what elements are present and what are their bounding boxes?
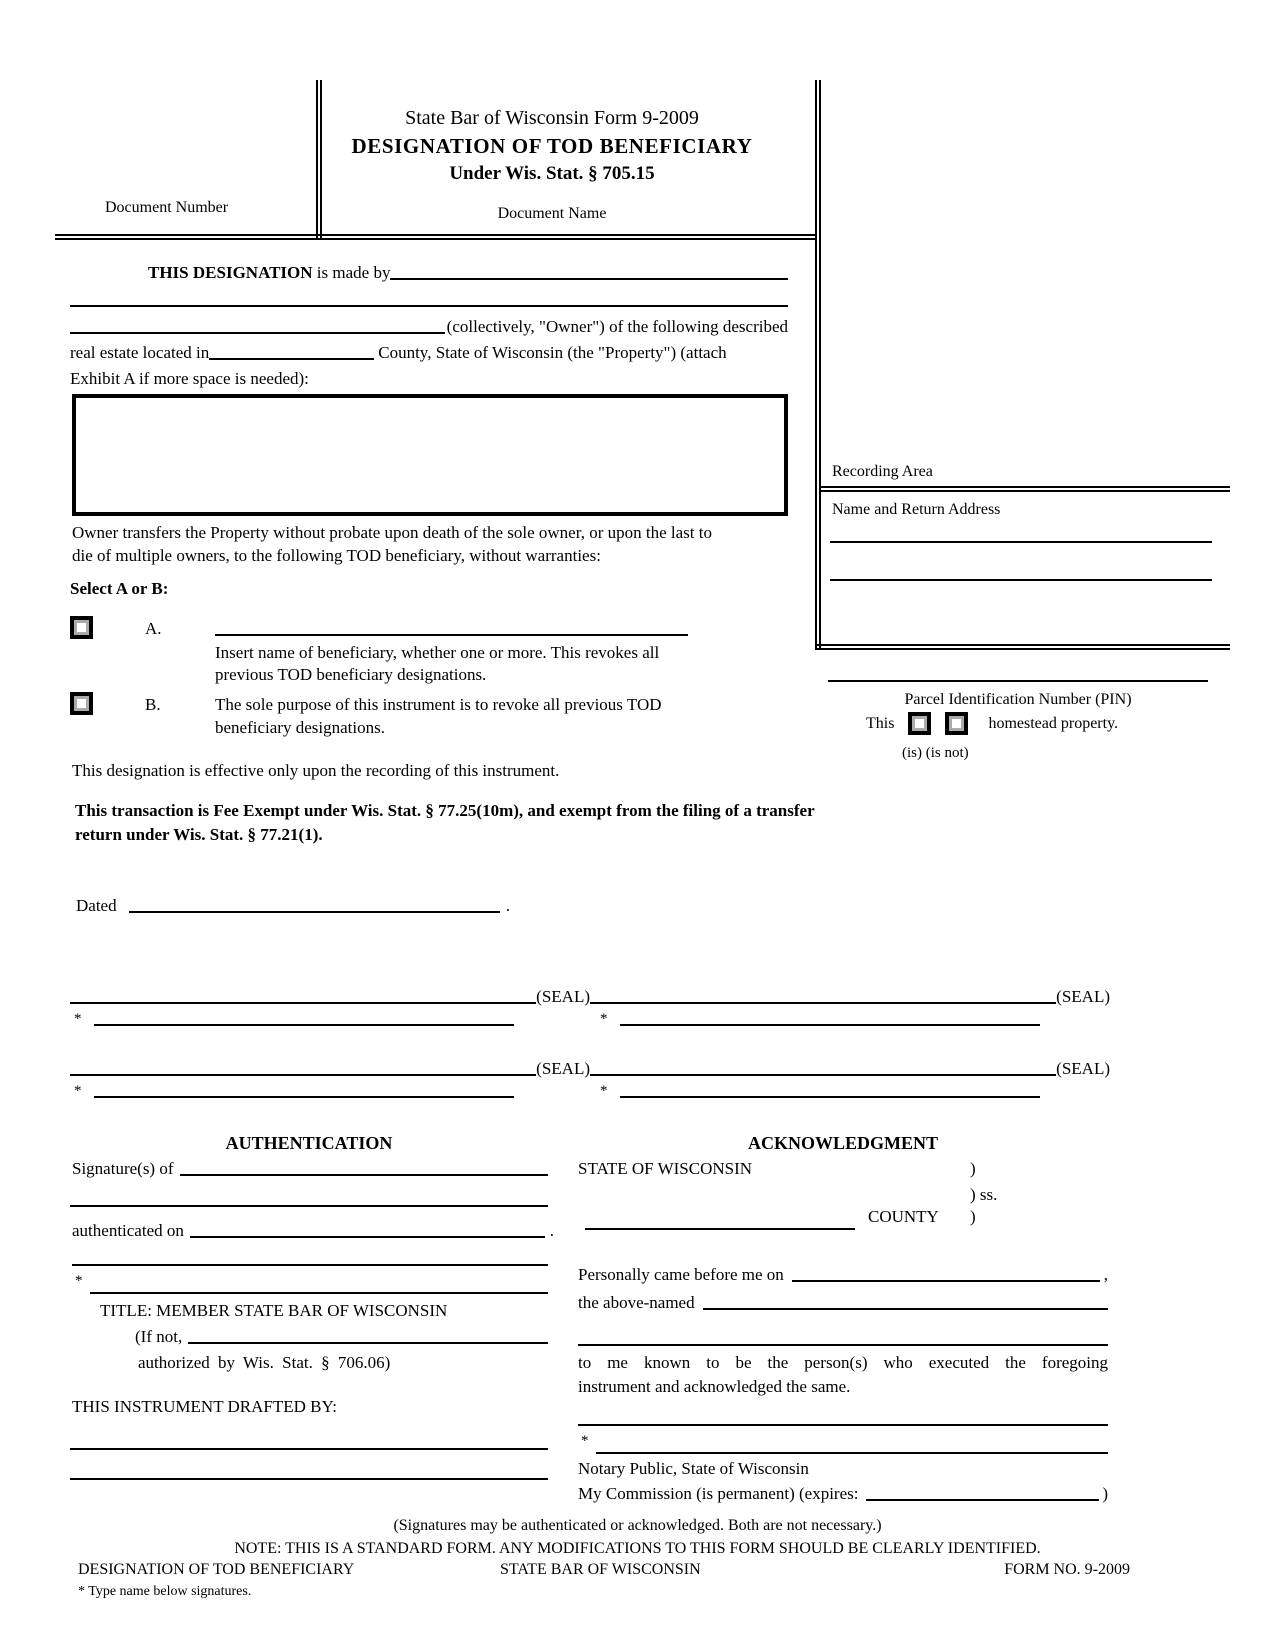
document-number-label: Document Number bbox=[105, 199, 229, 216]
notary-star: * bbox=[581, 1433, 589, 1449]
seal-label-1: (SEAL) bbox=[536, 987, 590, 1006]
header-rule bbox=[55, 234, 817, 240]
owner-name-input-3[interactable] bbox=[70, 332, 445, 334]
form-title-line3: Under Wis. Stat. § 705.15 bbox=[449, 163, 655, 185]
transfer-text-line1: Owner transfers the Property without probate upon death of the sole owner, or upon the last to bbox=[72, 523, 712, 542]
authentication-title: AUTHENTICATION bbox=[225, 1133, 393, 1153]
form-title-block bbox=[322, 106, 782, 224]
homestead-row bbox=[836, 712, 1208, 735]
known-text-line2: instrument and acknowledged the same. bbox=[578, 1377, 851, 1396]
homestead-is-not-checkbox[interactable] bbox=[945, 712, 968, 735]
beneficiary-name-input[interactable] bbox=[215, 634, 688, 636]
owner-name-input-2[interactable] bbox=[70, 305, 788, 307]
star-2-right: * bbox=[600, 1083, 608, 1099]
option-a-checkbox[interactable] bbox=[70, 616, 93, 639]
personally-row bbox=[578, 1264, 1108, 1285]
recording-box-divider bbox=[821, 486, 1230, 492]
option-a-letter: A. bbox=[145, 619, 162, 638]
pin-input-line[interactable] bbox=[828, 680, 1208, 682]
personally-label: Personally came before me on bbox=[578, 1265, 784, 1284]
acknowledgment-title: ACKNOWLEDGMENT bbox=[747, 1133, 938, 1153]
seal-label-2: (SEAL) bbox=[1056, 987, 1110, 1006]
notary-label: Notary Public, State of Wisconsin bbox=[578, 1459, 809, 1478]
county-input[interactable] bbox=[209, 358, 374, 360]
signature-line-1[interactable] bbox=[70, 1002, 536, 1004]
star-1-right: * bbox=[600, 1011, 608, 1027]
made-by-rest: is made by bbox=[312, 263, 391, 282]
ss-label: ) ss. bbox=[970, 1185, 998, 1204]
typed-name-row-2 bbox=[74, 1082, 1040, 1101]
drafted-by-input-2[interactable] bbox=[70, 1478, 548, 1480]
homestead-is-checkbox[interactable] bbox=[908, 712, 931, 735]
signatures-of-input[interactable] bbox=[180, 1174, 548, 1176]
seal-row-2 bbox=[70, 1058, 1110, 1079]
made-by-row bbox=[148, 262, 788, 283]
dated-period: . bbox=[505, 896, 510, 915]
personally-comma: , bbox=[1103, 1265, 1108, 1284]
signature-line-2[interactable] bbox=[590, 1002, 1056, 1004]
recording-box-bottom-border bbox=[815, 644, 1230, 650]
dated-input[interactable] bbox=[129, 911, 500, 913]
footer-org-name: STATE BAR OF WISCONSIN bbox=[500, 1561, 701, 1578]
option-a-caption2: previous TOD beneficiary designations. bbox=[215, 665, 487, 684]
option-b-line2: beneficiary designations. bbox=[215, 718, 385, 737]
commission-paren: ) bbox=[1102, 1484, 1108, 1503]
dated-label: Dated bbox=[76, 896, 117, 915]
made-by-bold: THIS DESIGNATION bbox=[148, 263, 313, 282]
if-not-row bbox=[135, 1326, 548, 1347]
recording-area-label: Recording Area bbox=[832, 463, 933, 480]
fee-exempt-line2: return under Wis. Stat. § 77.21(1). bbox=[75, 825, 323, 844]
county-paren: ) bbox=[970, 1207, 976, 1226]
option-b-line1: The sole purpose of this instrument is to revoke all previous TOD bbox=[215, 695, 662, 714]
seal-label-3: (SEAL) bbox=[536, 1059, 590, 1078]
authenticator-signature-line[interactable] bbox=[72, 1264, 548, 1266]
state-paren: ) bbox=[970, 1159, 976, 1178]
footer-both-note: (Signatures may be authenticated or acknowledged. Both are not necessary.) bbox=[393, 1517, 882, 1534]
footer-doc-title: DESIGNATION OF TOD BENEFICIARY bbox=[78, 1561, 355, 1578]
seal-label-4: (SEAL) bbox=[1056, 1059, 1110, 1078]
above-named-row bbox=[578, 1292, 1108, 1313]
homestead-suffix: homestead property. bbox=[988, 714, 1119, 732]
select-a-or-b-label: Select A or B: bbox=[70, 579, 169, 598]
authenticator-name-line[interactable] bbox=[90, 1292, 548, 1294]
if-not-input[interactable] bbox=[188, 1342, 548, 1344]
typed-name-input-4[interactable] bbox=[620, 1096, 1041, 1098]
acknowledgment-date-input[interactable] bbox=[792, 1280, 1100, 1282]
homestead-prefix: This bbox=[866, 714, 895, 732]
commission-expires-input[interactable] bbox=[866, 1499, 1099, 1501]
form-title-line2: DESIGNATION OF TOD BENEFICIARY bbox=[351, 134, 753, 158]
drafted-by-input-1[interactable] bbox=[70, 1448, 548, 1450]
star-2-left: * bbox=[74, 1083, 82, 1099]
exhibit-text: Exhibit A if more space is needed): bbox=[70, 369, 309, 388]
authenticator-star: * bbox=[75, 1273, 83, 1289]
authenticated-on-input[interactable] bbox=[190, 1236, 545, 1238]
collectively-row bbox=[70, 316, 788, 337]
option-a-caption1: Insert name of beneficiary, whether one or more. This revokes all bbox=[215, 643, 660, 662]
signatures-of-row bbox=[72, 1158, 548, 1179]
footer-type-note: * Type name below signatures. bbox=[78, 1584, 252, 1599]
county-label: COUNTY bbox=[868, 1207, 939, 1226]
above-named-input-1[interactable] bbox=[703, 1308, 1108, 1310]
if-not-label: (If not, bbox=[135, 1327, 183, 1346]
located-in-row bbox=[70, 342, 788, 363]
is-isnot-note: (is) (is not) bbox=[902, 745, 969, 761]
authenticated-period: . bbox=[549, 1221, 554, 1240]
typed-name-row-1 bbox=[74, 1010, 1040, 1029]
signature-line-4[interactable] bbox=[590, 1074, 1056, 1076]
authorized-text: authorized by Wis. Stat. § 706.06) bbox=[138, 1353, 391, 1372]
transfer-text-line2: die of multiple owners, to the following TOD beneficiary, without warranties: bbox=[72, 546, 601, 565]
drafted-by-label: THIS INSTRUMENT DRAFTED BY: bbox=[72, 1397, 337, 1416]
footer-standard-note: NOTE: THIS IS A STANDARD FORM. ANY MODIFICATIONS TO THIS FORM SHOULD BE CLEARLY IDENTIFIED. bbox=[234, 1540, 1041, 1557]
option-b-checkbox[interactable] bbox=[70, 692, 93, 715]
commission-label: My Commission (is permanent) (expires: bbox=[578, 1484, 859, 1503]
county-name-input[interactable] bbox=[585, 1228, 855, 1230]
form-title-line1: State Bar of Wisconsin Form 9-2009 bbox=[405, 107, 699, 129]
typed-name-input-2[interactable] bbox=[620, 1024, 1041, 1026]
located-in-text: real estate located in bbox=[70, 343, 210, 362]
signatures-of-input-2[interactable] bbox=[70, 1205, 548, 1207]
property-description-box[interactable] bbox=[72, 394, 788, 516]
known-text-line1: to me known to be the person(s) who executed the foregoing bbox=[578, 1353, 1108, 1372]
footer-form-number: FORM NO. 9-2009 bbox=[1004, 1561, 1130, 1578]
above-named-input-2[interactable] bbox=[578, 1344, 1108, 1346]
signature-line-3[interactable] bbox=[70, 1074, 536, 1076]
collectively-text: (collectively, "Owner") of the following described bbox=[446, 317, 788, 336]
authenticated-on-label: authenticated on bbox=[72, 1221, 184, 1240]
authenticated-on-row bbox=[72, 1220, 554, 1241]
recording-box-left-border bbox=[815, 80, 821, 650]
dated-row bbox=[76, 895, 510, 916]
owner-name-input-1[interactable] bbox=[390, 278, 788, 280]
star-1-left: * bbox=[74, 1011, 82, 1027]
signatures-of-label: Signature(s) of bbox=[72, 1159, 174, 1178]
pin-label: Parcel Identification Number (PIN) bbox=[904, 691, 1132, 708]
fee-exempt-line1: This transaction is Fee Exempt under Wis. Stat. § 77.25(10m), and exempt from the filing of a transfer bbox=[75, 801, 815, 820]
county-state-text: County, State of Wisconsin (the "Property") (attach bbox=[378, 343, 727, 362]
option-b-letter: B. bbox=[145, 695, 161, 714]
return-address-line-1[interactable] bbox=[830, 541, 1212, 543]
document-name-label: Document Name bbox=[497, 205, 607, 222]
seal-row-1 bbox=[70, 986, 1110, 1007]
effective-text: This designation is effective only upon the recording of this instrument. bbox=[72, 761, 560, 780]
return-address-line-2[interactable] bbox=[830, 579, 1212, 581]
typed-name-input-3[interactable] bbox=[94, 1096, 515, 1098]
state-label: STATE OF WISCONSIN bbox=[578, 1159, 753, 1178]
notary-signature-line[interactable] bbox=[578, 1424, 1108, 1426]
above-named-label: the above-named bbox=[578, 1293, 695, 1312]
return-address-label: Name and Return Address bbox=[832, 501, 1001, 518]
notary-name-line[interactable] bbox=[596, 1452, 1108, 1454]
member-title-text: TITLE: MEMBER STATE BAR OF WISCONSIN bbox=[100, 1301, 448, 1320]
commission-row bbox=[578, 1483, 1108, 1504]
typed-name-input-1[interactable] bbox=[94, 1024, 515, 1026]
